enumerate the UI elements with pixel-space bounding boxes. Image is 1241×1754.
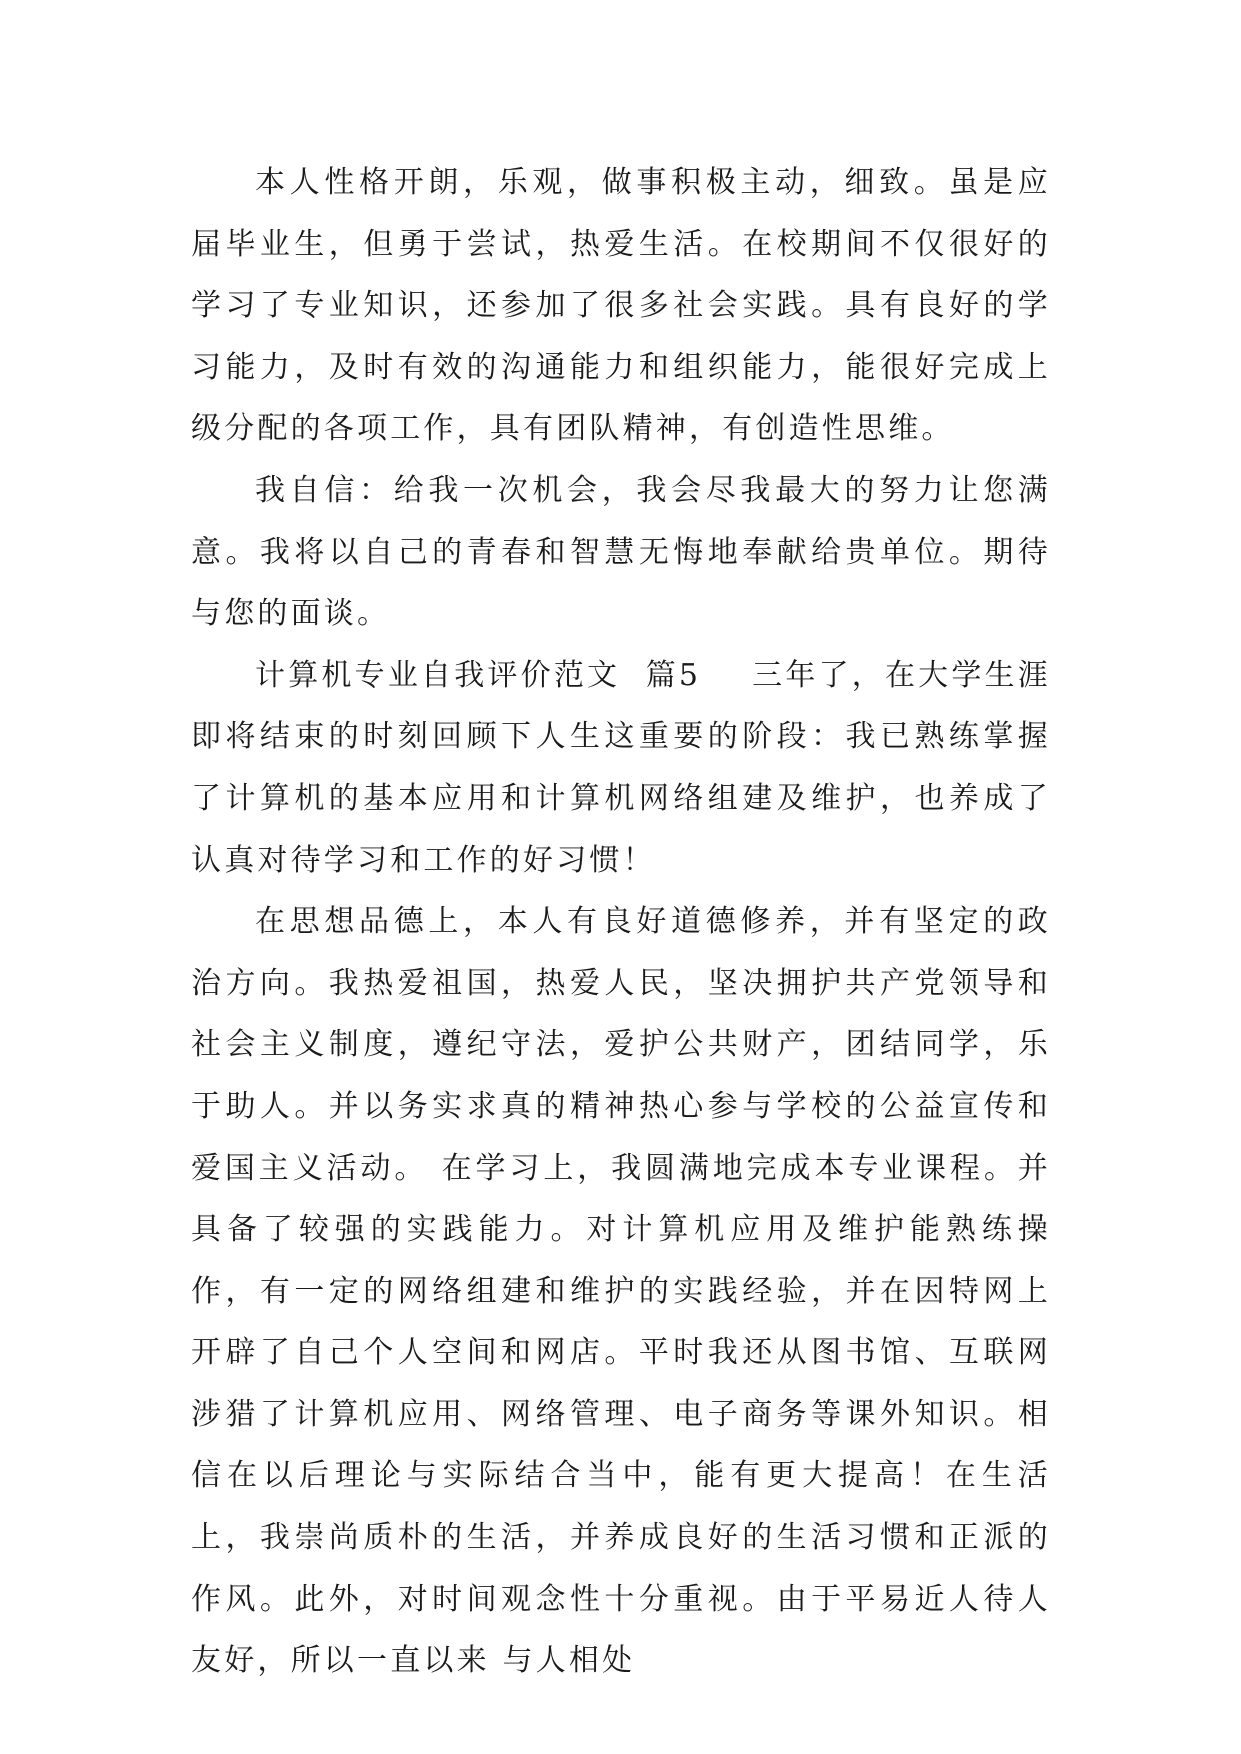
paragraph-personality: 本人性格开朗，乐观，做事积极主动，细致。虽是应届毕业生，但勇于尝试，热爱生活。在校期间不仅很好的学习了专业知识，还参加了很多社会实践。具有良好的学习能力，及时有效的沟通能力和组织能力，能很好完成上级分配的各项工作，具有团队精神，有创造性思维。 <box>191 165 1051 447</box>
paragraph-article-5-intro: 计算机专业自我评价范文 篇5 三年了，在大学生涯即将结束的时刻回顾下人生这重要的阶段：我已熟练掌握了计算机的基本应用和计算机网络组建及维护，也养成了认真对待学习和工作的好习惯！ <box>191 657 1051 878</box>
paragraph-character-study-life: 在思想品德上，本人有良好道德修养，并有坚定的政治方向。我热爱祖国，热爱人民，坚决拥护共产党领导和社会主义制度，遵纪守法，爱护公共财产，团结同学，乐于助人。并以务实求真的精神热心参与学校的公益宣传和爱国主义活动。 在学习上，我圆满地完成本专业课程。并具备了较强的实践能力。对计算机应用及维护能熟练操作，有一定的网络组建和维护的实践经验，并在因特网上开辟了自己个人空间和网店。平时我还从图书馆、互联网涉猎了计算机应用、网络管理、电子商务等课外知识。相信在以后理论与实际结合当中，能有更大提高！在生活上，我崇尚质朴的生活，并养成良好的生活习惯和正派的作风。此外，对时间观念性十分重视。由于平易近人待人友好，所以一直以来 与人相处 <box>191 904 1051 1679</box>
document-body <box>191 152 1051 1692</box>
paragraph-confidence: 我自信：给我一次机会，我会尽我最大的努力让您满意。我将以自己的青春和智慧无悔地奉献给贵单位。期待与您的面谈。 <box>191 472 1051 632</box>
